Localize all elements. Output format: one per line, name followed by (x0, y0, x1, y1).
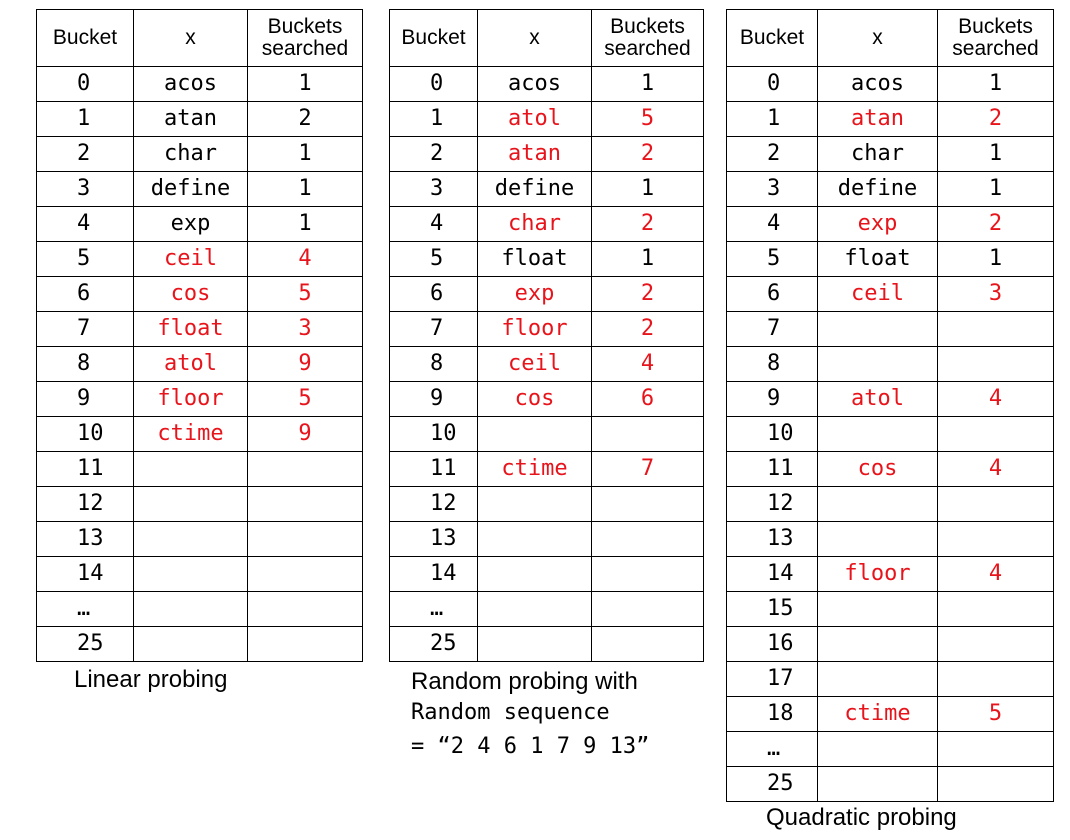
bucket-cell: 13 (37, 522, 134, 557)
table-row (390, 417, 704, 452)
buckets-searched-cell: 1 (592, 67, 704, 102)
header-bucket: Bucket (390, 10, 478, 67)
bucket-cell: 9 (727, 382, 818, 417)
bucket-cell: 6 (390, 277, 478, 312)
table-row (727, 67, 1054, 102)
key-cell: atol (478, 102, 592, 137)
buckets-searched-cell (938, 732, 1054, 767)
key-cell (134, 627, 248, 662)
table-row (727, 627, 1054, 662)
random-probing-caption-line1: Random probing with (411, 668, 638, 695)
key-cell: float (818, 242, 938, 277)
key-cell: ceil (134, 242, 248, 277)
buckets-searched-cell: 3 (248, 312, 363, 347)
buckets-searched-cell: 1 (248, 67, 363, 102)
bucket-cell: 3 (37, 172, 134, 207)
bucket-cell: 12 (727, 487, 818, 522)
buckets-searched-cell: 4 (938, 452, 1054, 487)
table-row (37, 277, 363, 312)
buckets-searched-cell: 1 (248, 137, 363, 172)
table-row (390, 67, 704, 102)
header-row (390, 10, 704, 67)
key-cell (134, 522, 248, 557)
key-cell: floor (134, 382, 248, 417)
table-row (390, 592, 704, 627)
buckets-searched-cell: 4 (248, 242, 363, 277)
buckets-searched-cell: 1 (592, 242, 704, 277)
key-cell: ceil (478, 347, 592, 382)
table-row (37, 207, 363, 242)
buckets-searched-cell (938, 312, 1054, 347)
table-row (390, 382, 704, 417)
bucket-cell: 3 (390, 172, 478, 207)
header-x: x (478, 10, 592, 67)
bucket-cell: 3 (727, 172, 818, 207)
bucket-cell: 1 (37, 102, 134, 137)
buckets-searched-cell (938, 347, 1054, 382)
key-cell: define (818, 172, 938, 207)
bucket-cell: 11 (37, 452, 134, 487)
key-cell (818, 417, 938, 452)
table-row (390, 102, 704, 137)
buckets-searched-cell: 1 (592, 172, 704, 207)
table-row (390, 487, 704, 522)
header-row (727, 10, 1054, 67)
key-cell: atan (478, 137, 592, 172)
bucket-cell: … (390, 592, 478, 627)
bucket-cell: 25 (390, 627, 478, 662)
linear-probing-table (36, 9, 363, 662)
bucket-cell: 25 (727, 767, 818, 802)
key-cell (818, 627, 938, 662)
buckets-searched-cell (248, 522, 363, 557)
table-row (390, 522, 704, 557)
bucket-cell: 9 (37, 382, 134, 417)
buckets-searched-cell (248, 487, 363, 522)
bucket-cell: 14 (390, 557, 478, 592)
buckets-searched-cell: 5 (592, 102, 704, 137)
table-body (727, 67, 1054, 802)
table-row (37, 557, 363, 592)
buckets-searched-cell: 4 (938, 557, 1054, 592)
table-row (37, 137, 363, 172)
header-row (37, 10, 363, 67)
table-row (37, 627, 363, 662)
bucket-cell: 4 (390, 207, 478, 242)
bucket-cell: 25 (37, 627, 134, 662)
bucket-cell: 5 (390, 242, 478, 277)
header-x: x (134, 10, 248, 67)
bucket-cell: 5 (37, 242, 134, 277)
table-row (390, 137, 704, 172)
buckets-searched-cell: 1 (938, 137, 1054, 172)
header-buckets-searched: Buckets searched (592, 10, 704, 67)
key-cell: define (134, 172, 248, 207)
key-cell (818, 592, 938, 627)
buckets-searched-cell: 1 (938, 172, 1054, 207)
table-row (390, 277, 704, 312)
table-row (727, 277, 1054, 312)
bucket-cell: 13 (390, 522, 478, 557)
buckets-searched-cell (938, 487, 1054, 522)
table-row (727, 102, 1054, 137)
table-row (37, 452, 363, 487)
buckets-searched-cell (592, 627, 704, 662)
key-cell (134, 487, 248, 522)
bucket-cell: 11 (727, 452, 818, 487)
key-cell: exp (134, 207, 248, 242)
key-cell: atol (134, 347, 248, 382)
bucket-cell: 5 (727, 242, 818, 277)
bucket-cell: 2 (727, 137, 818, 172)
buckets-searched-cell (938, 522, 1054, 557)
key-cell (818, 487, 938, 522)
table-row (390, 347, 704, 382)
linear-probing-caption: Linear probing (74, 666, 228, 693)
buckets-searched-cell: 1 (248, 172, 363, 207)
bucket-cell: 8 (390, 347, 478, 382)
table-row (37, 67, 363, 102)
header-bucket: Bucket (37, 10, 134, 67)
table-row (37, 592, 363, 627)
bucket-cell: 9 (390, 382, 478, 417)
buckets-searched-cell: 1 (938, 67, 1054, 102)
key-cell (478, 522, 592, 557)
buckets-searched-cell (248, 557, 363, 592)
buckets-searched-cell (592, 417, 704, 452)
buckets-searched-cell: 5 (248, 382, 363, 417)
bucket-cell: 10 (390, 417, 478, 452)
bucket-cell: 11 (390, 452, 478, 487)
key-cell: define (478, 172, 592, 207)
header-buckets-searched: Buckets searched (248, 10, 363, 67)
key-cell: char (818, 137, 938, 172)
bucket-cell: 7 (37, 312, 134, 347)
table-row (727, 592, 1054, 627)
key-cell (818, 522, 938, 557)
bucket-cell: 4 (37, 207, 134, 242)
table-row (727, 557, 1054, 592)
key-cell: float (134, 312, 248, 347)
buckets-searched-cell: 2 (592, 207, 704, 242)
key-cell (478, 487, 592, 522)
bucket-cell: 17 (727, 662, 818, 697)
buckets-searched-cell: 2 (592, 277, 704, 312)
table-row (727, 207, 1054, 242)
key-cell (478, 592, 592, 627)
buckets-searched-cell: 1 (248, 207, 363, 242)
table-row (727, 347, 1054, 382)
table-row (37, 102, 363, 137)
bucket-cell: 7 (727, 312, 818, 347)
key-cell (134, 557, 248, 592)
key-cell: ctime (478, 452, 592, 487)
key-cell: floor (478, 312, 592, 347)
table-row (727, 487, 1054, 522)
buckets-searched-cell (938, 627, 1054, 662)
key-cell: cos (818, 452, 938, 487)
bucket-cell: 8 (727, 347, 818, 382)
buckets-searched-cell: 7 (592, 452, 704, 487)
bucket-cell: … (727, 732, 818, 767)
buckets-searched-cell: 1 (938, 242, 1054, 277)
table-row (37, 242, 363, 277)
buckets-searched-cell: 3 (938, 277, 1054, 312)
key-cell: float (478, 242, 592, 277)
table-body (390, 67, 704, 662)
table-row (727, 662, 1054, 697)
key-cell: atan (818, 102, 938, 137)
bucket-cell: 6 (727, 277, 818, 312)
key-cell (818, 732, 938, 767)
bucket-cell: 2 (390, 137, 478, 172)
buckets-searched-cell: 2 (248, 102, 363, 137)
buckets-searched-cell: 2 (592, 312, 704, 347)
header-x: x (818, 10, 938, 67)
table-row (37, 382, 363, 417)
quadratic-probing-caption: Quadratic probing (766, 804, 957, 831)
buckets-searched-cell: 5 (938, 697, 1054, 732)
buckets-searched-cell (248, 627, 363, 662)
buckets-searched-cell: 2 (938, 207, 1054, 242)
key-cell (478, 627, 592, 662)
quadratic-probing-table (726, 9, 1054, 802)
bucket-cell: 18 (727, 697, 818, 732)
key-cell: atol (818, 382, 938, 417)
buckets-searched-cell (248, 592, 363, 627)
buckets-searched-cell: 9 (248, 347, 363, 382)
key-cell: acos (134, 67, 248, 102)
table-row (390, 312, 704, 347)
key-cell: acos (818, 67, 938, 102)
bucket-cell: 1 (727, 102, 818, 137)
table-row (727, 172, 1054, 207)
bucket-cell: 0 (390, 67, 478, 102)
bucket-cell: 10 (727, 417, 818, 452)
key-cell (818, 347, 938, 382)
bucket-cell: 12 (390, 487, 478, 522)
key-cell: exp (818, 207, 938, 242)
bucket-cell: 16 (727, 627, 818, 662)
buckets-searched-cell: 2 (592, 137, 704, 172)
bucket-cell: 0 (37, 67, 134, 102)
table-row (727, 732, 1054, 767)
key-cell: cos (134, 277, 248, 312)
key-cell (478, 417, 592, 452)
key-cell: ctime (818, 697, 938, 732)
bucket-cell: 7 (390, 312, 478, 347)
buckets-searched-cell (938, 417, 1054, 452)
table-row (390, 172, 704, 207)
buckets-searched-cell: 9 (248, 417, 363, 452)
bucket-cell: 13 (727, 522, 818, 557)
table-row (727, 382, 1054, 417)
key-cell: ctime (134, 417, 248, 452)
key-cell (134, 452, 248, 487)
bucket-cell: 15 (727, 592, 818, 627)
bucket-cell: 2 (37, 137, 134, 172)
bucket-cell: 10 (37, 417, 134, 452)
key-cell: atan (134, 102, 248, 137)
header-bucket: Bucket (727, 10, 818, 67)
buckets-searched-cell: 4 (592, 347, 704, 382)
table-row (390, 557, 704, 592)
random-probing-caption-line2: Random sequence (411, 700, 610, 725)
key-cell (818, 767, 938, 802)
buckets-searched-cell (938, 767, 1054, 802)
bucket-cell: 14 (37, 557, 134, 592)
table-row (390, 627, 704, 662)
key-cell (478, 557, 592, 592)
key-cell (134, 592, 248, 627)
key-cell: exp (478, 277, 592, 312)
header-buckets-searched: Buckets searched (938, 10, 1054, 67)
key-cell: char (478, 207, 592, 242)
bucket-cell: 14 (727, 557, 818, 592)
table-row (727, 767, 1054, 802)
bucket-cell: 8 (37, 347, 134, 382)
key-cell: char (134, 137, 248, 172)
table-row (727, 417, 1054, 452)
bucket-cell: 0 (727, 67, 818, 102)
table-row (37, 312, 363, 347)
buckets-searched-cell (938, 592, 1054, 627)
table-row (727, 697, 1054, 732)
table-row (37, 417, 363, 452)
key-cell: acos (478, 67, 592, 102)
bucket-cell: 6 (37, 277, 134, 312)
key-cell: ceil (818, 277, 938, 312)
buckets-searched-cell (938, 662, 1054, 697)
table-row (37, 487, 363, 522)
table-row (37, 172, 363, 207)
key-cell (818, 662, 938, 697)
buckets-searched-cell (592, 487, 704, 522)
bucket-cell: … (37, 592, 134, 627)
buckets-searched-cell: 2 (938, 102, 1054, 137)
bucket-cell: 4 (727, 207, 818, 242)
buckets-searched-cell (592, 522, 704, 557)
buckets-searched-cell: 6 (592, 382, 704, 417)
table-row (727, 242, 1054, 277)
buckets-searched-cell (248, 452, 363, 487)
table-row (727, 452, 1054, 487)
key-cell: cos (478, 382, 592, 417)
table-body (37, 67, 363, 662)
table-row (37, 347, 363, 382)
key-cell: floor (818, 557, 938, 592)
table-row (390, 452, 704, 487)
table-row (727, 137, 1054, 172)
buckets-searched-cell (592, 557, 704, 592)
random-probing-table (389, 9, 704, 662)
table-row (390, 207, 704, 242)
key-cell (818, 312, 938, 347)
bucket-cell: 1 (390, 102, 478, 137)
bucket-cell: 12 (37, 487, 134, 522)
buckets-searched-cell: 5 (248, 277, 363, 312)
table-row (727, 312, 1054, 347)
table-row (390, 242, 704, 277)
table-row (727, 522, 1054, 557)
table-row (37, 522, 363, 557)
random-probing-caption-line3: = “2 4 6 1 7 9 13” (411, 734, 650, 759)
buckets-searched-cell (592, 592, 704, 627)
buckets-searched-cell: 4 (938, 382, 1054, 417)
